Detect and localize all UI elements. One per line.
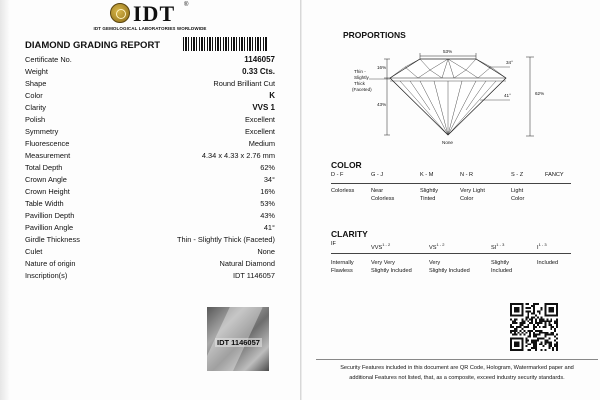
qr-code[interactable] <box>510 303 558 351</box>
clarity-code-range: 1 - 2 <box>436 242 445 247</box>
girdle-label-3: Thick <box>354 81 365 86</box>
paper-edge <box>0 0 10 400</box>
color-scale-line <box>331 183 571 184</box>
table-label: 53% <box>443 49 453 54</box>
clarity-grade-code <box>429 241 444 252</box>
clarity-grade-description: Very <box>429 260 441 266</box>
field-label: Measurement <box>25 151 71 160</box>
field-label: Total Depth <box>25 163 63 172</box>
report-row <box>25 234 275 246</box>
report-row <box>25 150 275 162</box>
color-grade-description: Light <box>511 188 524 194</box>
clarity-scale-line <box>331 253 571 254</box>
field-value: VVS 1 <box>252 103 275 112</box>
report-row <box>25 78 275 90</box>
clarity-grade-description: Included <box>491 268 513 274</box>
clarity-grade-code <box>371 241 390 252</box>
proportions-title: PROPORTIONS <box>343 30 406 40</box>
field-value: 62% <box>260 163 275 172</box>
color-grade-description: Tinted <box>420 196 436 202</box>
field-label: Certificate No. <box>25 55 72 64</box>
clarity-grade-description: Slightly Included <box>371 268 412 274</box>
field-label: Pavillion Angle <box>25 223 74 232</box>
color-grade-description: Near <box>371 188 384 194</box>
total-depth-label: 62% <box>535 91 545 96</box>
field-value: Thin - Slightly Thick (Faceted) <box>176 235 275 244</box>
footer-divider <box>316 359 598 360</box>
field-label: Crown Height <box>25 187 70 196</box>
field-label: Symmetry <box>25 127 59 136</box>
clarity-code-base: IF <box>331 241 336 247</box>
clarity-code-base: I <box>537 244 539 251</box>
field-value: 0.33 Cts. <box>242 67 275 76</box>
footer-line-2: additional Features not listed, that, as a composite, exceed industry security standards. <box>349 375 565 381</box>
clarity-code-range: 1 - 3 <box>538 242 547 247</box>
color-grade-description: Slightly <box>420 188 439 194</box>
field-value: Round Brilliant Cut <box>213 79 275 88</box>
report-row <box>25 174 275 186</box>
report-row <box>25 54 275 66</box>
field-value: 4.34 x 4.33 x 2.76 mm <box>201 151 275 160</box>
crown-height-label: 16% <box>377 65 387 70</box>
field-value: Excellent <box>245 115 275 124</box>
girdle-label-1: Thin - <box>354 69 366 74</box>
clarity-grade-description: Flawless <box>331 268 353 274</box>
registered-mark: ® <box>184 2 189 8</box>
color-grade-code: S - Z <box>511 172 524 178</box>
report-title: DIAMOND GRADING REPORT <box>25 40 161 51</box>
color-title: COLOR <box>331 160 362 170</box>
field-label: Weight <box>25 67 48 76</box>
field-label: Pavillion Depth <box>25 211 75 220</box>
report-row <box>25 66 275 78</box>
field-label: Crown Angle <box>25 175 67 184</box>
report-row <box>25 102 275 114</box>
report-row <box>25 198 275 210</box>
report-row <box>25 162 275 174</box>
page-fold <box>300 0 302 400</box>
report-row <box>25 126 275 138</box>
report-row <box>25 246 275 258</box>
clarity-code-range: 1 - 2 <box>382 242 391 247</box>
clarity-code-base: SI <box>491 244 497 251</box>
color-grade-code: D - F <box>331 172 344 178</box>
field-label: Nature of origin <box>25 259 76 268</box>
field-value: None <box>257 247 275 256</box>
color-grade-code: K - M <box>420 172 434 178</box>
color-grade-description: Very Light <box>460 188 485 194</box>
color-grade-code: FANCY <box>545 172 564 178</box>
field-label: Culet <box>25 247 43 256</box>
field-value: 34° <box>263 175 275 184</box>
girdle-label-2: Slightly <box>354 75 369 80</box>
field-value: 1146057 <box>244 55 275 64</box>
report-fields <box>25 54 275 282</box>
clarity-grade-description: Included <box>537 260 559 266</box>
footer-line-1: Security Features included in this document are QR Code, Hologram, Watermarked paper and <box>340 365 574 371</box>
crown-angle-label: 34° <box>506 60 513 65</box>
field-value: IDT 1146057 <box>232 271 275 280</box>
field-value: K <box>269 91 275 100</box>
field-value: Natural Diamond <box>219 259 275 268</box>
photo-inscription-text: IDT 1146057 <box>217 338 260 347</box>
field-value: 41° <box>263 223 275 232</box>
report-row <box>25 90 275 102</box>
clarity-grade-description: Slightly <box>491 260 510 266</box>
clarity-grade-description: Slightly Included <box>429 268 470 274</box>
security-footer <box>316 363 598 383</box>
color-grade-code: G - J <box>371 172 384 178</box>
field-label: Clarity <box>25 103 46 112</box>
girdle-label-4: (Faceted) <box>352 87 372 92</box>
culet-label: None <box>442 140 453 145</box>
field-label: Inscription(s) <box>25 271 68 280</box>
clarity-code-range: 1 - 3 <box>496 242 505 247</box>
report-row <box>25 222 275 234</box>
inscription-photo <box>207 307 269 371</box>
field-value: Medium <box>248 139 275 148</box>
barcode <box>183 37 267 51</box>
clarity-grade-code <box>331 241 336 248</box>
seal-icon <box>110 3 130 23</box>
report-row <box>25 186 275 198</box>
field-value: 43% <box>260 211 275 220</box>
clarity-grade-code <box>537 241 547 252</box>
field-label: Fluorescence <box>25 139 70 148</box>
clarity-grade-description: Very Very <box>371 260 395 266</box>
idt-logo <box>110 2 190 26</box>
pavilion-angle-label: 41° <box>504 93 511 98</box>
field-label: Table Width <box>25 199 64 208</box>
color-grade-description: Colorless <box>331 188 355 194</box>
field-label: Shape <box>25 79 47 88</box>
report-row <box>25 258 275 270</box>
logo-wordmark: IDT <box>133 1 176 26</box>
clarity-grade-code <box>491 241 504 252</box>
clarity-grade-description: Internally <box>331 260 354 266</box>
field-label: Girdle Thickness <box>25 235 80 244</box>
clarity-code-base: VVS <box>371 244 383 251</box>
logo-subtitle: IDT GEMOLOGICAL LABORATORIES WORLDWIDE <box>93 26 207 31</box>
report-row <box>25 138 275 150</box>
field-label: Color <box>25 91 43 100</box>
field-value: 53% <box>260 199 275 208</box>
field-value: 16% <box>260 187 275 196</box>
color-grade-code: N - R <box>460 172 474 178</box>
clarity-title: CLARITY <box>331 229 368 239</box>
report-row <box>25 210 275 222</box>
color-grade-description: Color <box>511 196 525 202</box>
report-row <box>25 114 275 126</box>
proportions-diagram <box>330 40 570 150</box>
report-row <box>25 270 275 282</box>
field-label: Polish <box>25 115 46 124</box>
field-value: Excellent <box>245 127 275 136</box>
clarity-code-base: VS <box>429 244 437 251</box>
color-grade-description: Colorless <box>371 196 395 202</box>
pavilion-depth-label: 43% <box>377 102 387 107</box>
color-grade-description: Color <box>460 196 474 202</box>
